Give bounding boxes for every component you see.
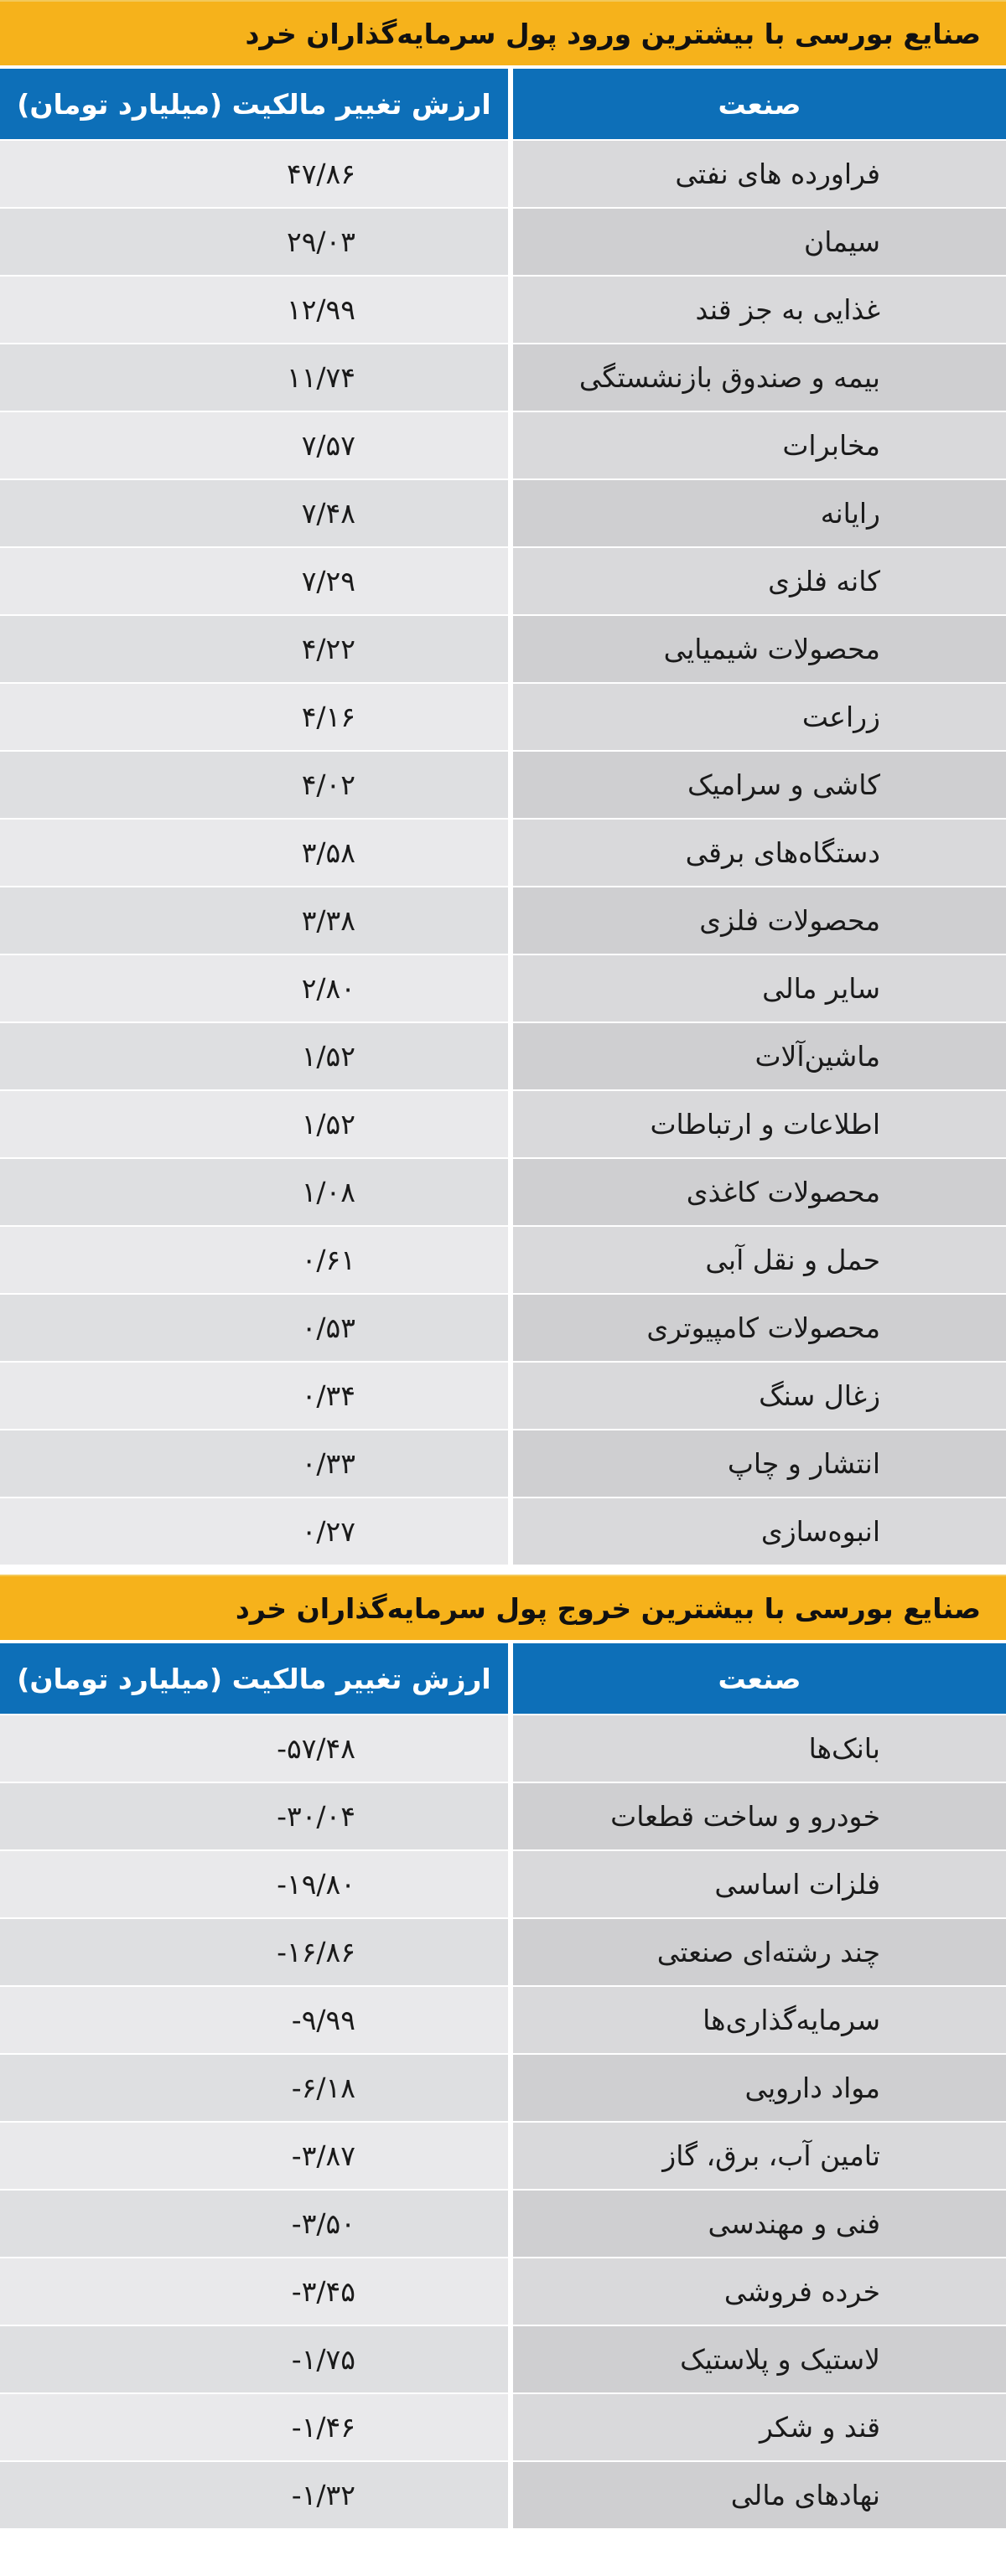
table-row [0,277,1006,344]
industry-cell: تامین آب، برق، گاز [508,2123,1006,2189]
table-row [0,752,1006,820]
table-row [0,2462,1006,2530]
table-row [0,1363,1006,1430]
industry-cell: مخابرات [508,412,1006,478]
industry-cell: دستگاه‌های برقی [508,820,1006,886]
value-cell: ۲۹/۰۳ [0,209,508,275]
table-row [0,1498,1006,1566]
value-cell: -۱/۴۶ [0,2394,508,2460]
value-cell: ۴/۱۶ [0,684,508,750]
value-cell: ۴/۰۲ [0,752,508,818]
table-row [0,820,1006,887]
table-row [0,141,1006,209]
inflow-table [0,69,1006,1566]
value-cell: ۱/۰۸ [0,1159,508,1225]
value-cell: -۱۹/۸۰ [0,1851,508,1917]
table-row [0,2326,1006,2394]
industry-cell: فلزات اساسی [508,1851,1006,1917]
industry-cell: مواد دارویی [508,2055,1006,2121]
value-cell: ۱/۵۲ [0,1091,508,1157]
value-cell: -۱/۳۲ [0,2462,508,2528]
table-row [0,1851,1006,1919]
table-row [0,684,1006,752]
table-row [0,616,1006,684]
table-row [0,209,1006,277]
value-cell: ۳/۳۸ [0,887,508,954]
industry-cell: محصولات کامپیوتری [508,1295,1006,1361]
table-row [0,1430,1006,1498]
value-cell: ۱۲/۹۹ [0,277,508,343]
industry-cell: زراعت [508,684,1006,750]
value-cell: -۳/۸۷ [0,2123,508,2189]
value-cell: ۰/۳۳ [0,1430,508,1497]
industry-cell: بیمه و صندوق بازنشستگی [508,344,1006,411]
value-cell: ۷/۲۹ [0,548,508,614]
value-cell: ۲/۸۰ [0,955,508,1022]
table-row [0,480,1006,548]
industry-cell: فنی و مهندسی [508,2191,1006,2257]
industry-cell: سرمایه‌گذاری‌ها [508,1987,1006,2053]
industry-cell: غذایی به جز قند [508,277,1006,343]
industry-cell: خرده فروشی [508,2258,1006,2325]
table-row [0,1159,1006,1227]
value-cell: -۹/۹۹ [0,1987,508,2053]
table-row [0,1227,1006,1295]
value-cell: ۱۱/۷۴ [0,344,508,411]
industry-cell: لاستیک و پلاستیک [508,2326,1006,2392]
industry-cell: بانک‌ها [508,1715,1006,1782]
table-row [0,2394,1006,2462]
table-row [0,955,1006,1023]
value-cell: ۰/۳۴ [0,1363,508,1429]
value-cell: -۳/۵۰ [0,2191,508,2257]
value-cell: ۰/۲۷ [0,1498,508,1565]
industry-cell: محصولات شیمیایی [508,616,1006,682]
inflow-header-industry: صنعت [508,69,1006,139]
table-row [0,344,1006,412]
industry-cell: کاشی و سرامیک [508,752,1006,818]
industry-cell: سیمان [508,209,1006,275]
industry-cell: رایانه [508,480,1006,546]
industry-cell: نهادهای مالی [508,2462,1006,2528]
value-cell: -۳۰/۰۴ [0,1783,508,1849]
industry-cell: محصولات فلزی [508,887,1006,954]
industry-cell: کانه فلزی [508,548,1006,614]
table-row [0,887,1006,955]
value-cell: -۳/۴۵ [0,2258,508,2325]
value-cell: ۴۷/۸۶ [0,141,508,207]
industry-cell: چند رشته‌ای صنعتی [508,1919,1006,1985]
value-cell: ۴/۲۲ [0,616,508,682]
value-cell: ۳/۵۸ [0,820,508,886]
table-row [0,548,1006,616]
table-row [0,1023,1006,1091]
industry-cell: قند و شکر [508,2394,1006,2460]
table-row [0,1783,1006,1851]
inflow-header-value: ارزش تغییر مالکیت (میلیارد تومان) [0,69,508,139]
industry-cell: اطلاعات و ارتباطات [508,1091,1006,1157]
industry-cell: خودرو و ساخت قطعات [508,1783,1006,1849]
outflow-header-value: ارزش تغییر مالکیت (میلیارد تومان) [0,1643,508,1714]
industry-cell: انبوه‌سازی [508,1498,1006,1565]
value-cell: ۱/۵۲ [0,1023,508,1089]
table-row [0,1919,1006,1987]
table-row [0,2191,1006,2258]
table-row [0,2258,1006,2326]
table-row [0,1091,1006,1159]
industry-cell: سایر مالی [508,955,1006,1022]
industry-cell: محصولات کاغذی [508,1159,1006,1225]
table-row [0,2055,1006,2123]
industry-cell: ماشین‌آلات [508,1023,1006,1089]
inflow-header-row [0,69,1006,141]
value-cell: -۵۷/۴۸ [0,1715,508,1782]
value-cell: -۱۶/۸۶ [0,1919,508,1985]
value-cell: -۱/۷۵ [0,2326,508,2392]
industry-cell: زغال سنگ [508,1363,1006,1429]
value-cell: ۰/۶۱ [0,1227,508,1293]
table-row [0,412,1006,480]
outflow-title: صنایع بورسی با بیشترین خروج پول سرمایه‌گذاران خرد [0,1575,1006,1640]
table-row [0,1715,1006,1783]
outflow-header-row [0,1643,1006,1715]
table-row [0,1987,1006,2055]
industry-cell: فراورده های نفتی [508,141,1006,207]
outflow-table [0,1643,1006,2530]
value-cell: -۶/۱۸ [0,2055,508,2121]
outflow-header-industry: صنعت [508,1643,1006,1714]
value-cell: ۷/۴۸ [0,480,508,546]
table-row [0,1295,1006,1363]
value-cell: ۷/۵۷ [0,412,508,478]
industry-cell: انتشار و چاپ [508,1430,1006,1497]
value-cell: ۰/۵۳ [0,1295,508,1361]
inflow-title: صنایع بورسی با بیشترین ورود پول سرمایه‌گذاران خرد [0,0,1006,65]
industry-cell: حمل و نقل آبی [508,1227,1006,1293]
table-row [0,2123,1006,2191]
